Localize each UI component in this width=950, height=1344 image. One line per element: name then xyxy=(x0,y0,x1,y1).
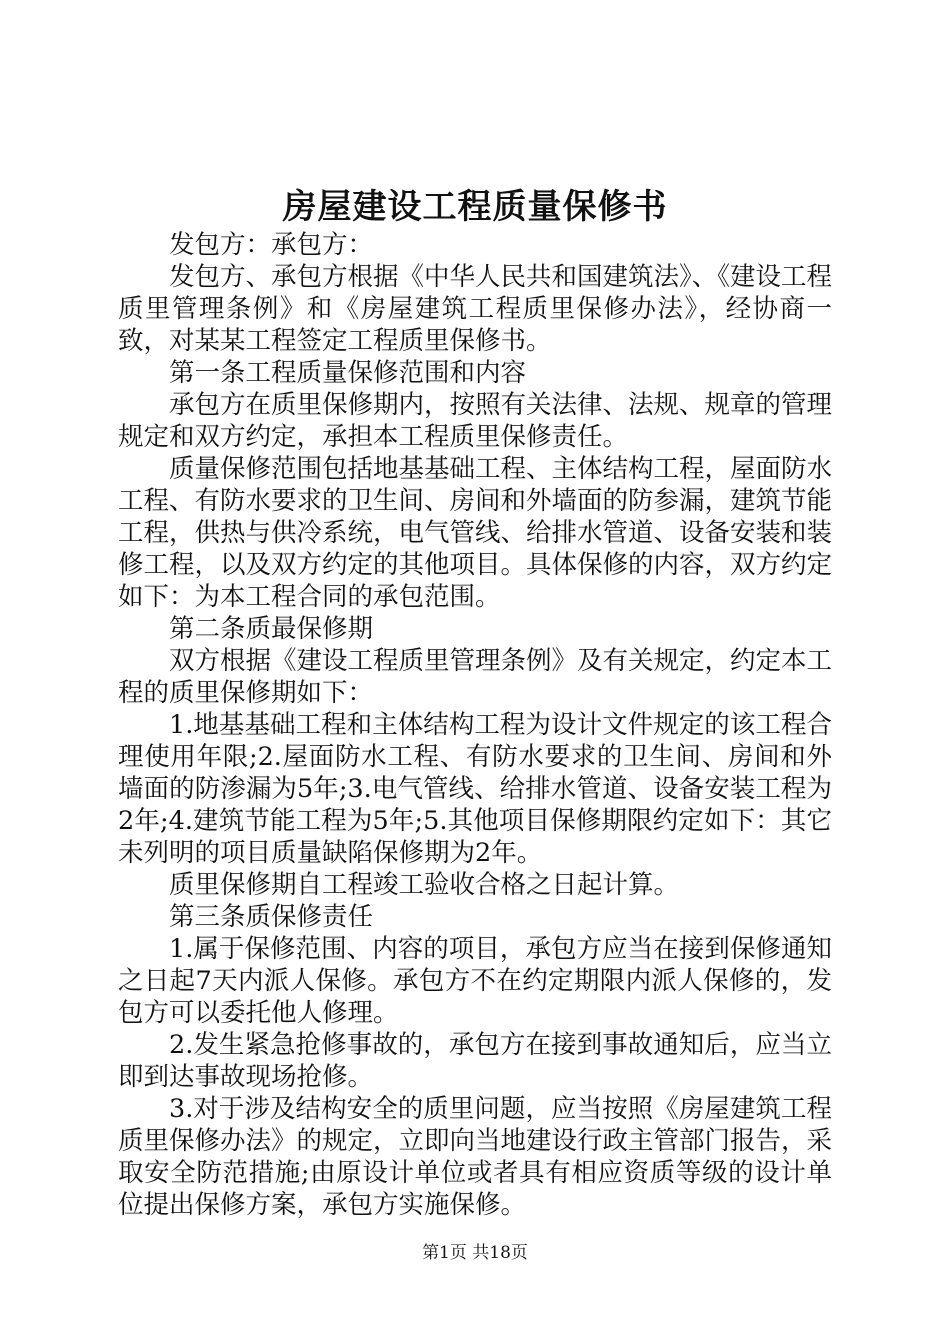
article-2-paragraph-3: 质里保修期自工程竣工验收合格之日起计算。 xyxy=(169,870,680,900)
article-2-paragraph-1: 双方根据《建设工程质里管理条例》及有关规定，约定本工程的质里保修期如下： xyxy=(118,646,833,708)
article-1-heading: 第一条工程质量保修范围和内容 xyxy=(169,358,527,388)
article-3-item-1: 1.属于保修范围、内容的项目，承包方应当在接到保修通知之日起7天内派人保修。承包方不在约定期限内派人保修的，发包方可以委托他人修理。 xyxy=(118,934,832,1028)
preamble-paragraph: 发包方、承包方根据《中华人民共和国建筑法》、《建设工程质里管理条例》和《房屋建筑工程质里保修办法》，经协商一致，对某某工程签定工程质里保修书。 xyxy=(118,262,833,356)
page-number-footer: 第1页 共18页 xyxy=(422,1243,528,1263)
article-1-paragraph-2: 质量保修范围包括地基基础工程、主体结构工程，屋面防水工程、有防水要求的卫生间、房间和外墙面的防参漏，建筑节能工程，供热与供冷系统，电气管线、给排水管道、设备安装和装修工程，以及双方约定的其他项目。具体保修的内容，双方约定如下：为本工程合同的承包范围。 xyxy=(118,454,833,612)
article-2-heading: 第二条质最保修期 xyxy=(169,614,374,644)
document-title: 房屋建设工程质量保修书 xyxy=(282,187,668,227)
article-3-heading: 第三条质保修责任 xyxy=(169,902,374,932)
article-1-paragraph-1: 承包方在质里保修期内，按照有关法律、法规、规章的管理规定和双方约定，承担本工程质里保修责任。 xyxy=(118,390,833,452)
party-line: 发包方：承包方： xyxy=(169,230,374,260)
article-3-item-3: 3.对于涉及结构安全的质里问题，应当按照《房屋建筑工程质里保修办法》的规定，立即向当地建设行政主管部门报告，采取安全防范措施;由原设计单位或者具有相应资质等级的设计单位提出保修方案，承包方实施保修。 xyxy=(118,1094,833,1220)
article-3-item-2: 2.发生紧急抢修事故的，承包方在接到事故通知后，应当立即到达事故现场抢修。 xyxy=(118,1030,832,1092)
article-2-paragraph-2: 1.地基基础工程和主体结构工程为设计文件规定的该工程合理使用年限;2.屋面防水工程、有防水要求的卫生间、房间和外墙面的防渗漏为5年;3.电气管线、给排水管道、设备安装工程为2年;4.建筑节能工程为5年;5.其他项目保修期限约定如下：其它未列明的项目质量缺陷保修期为2年。 xyxy=(118,710,832,868)
document-body xyxy=(118,229,832,1221)
